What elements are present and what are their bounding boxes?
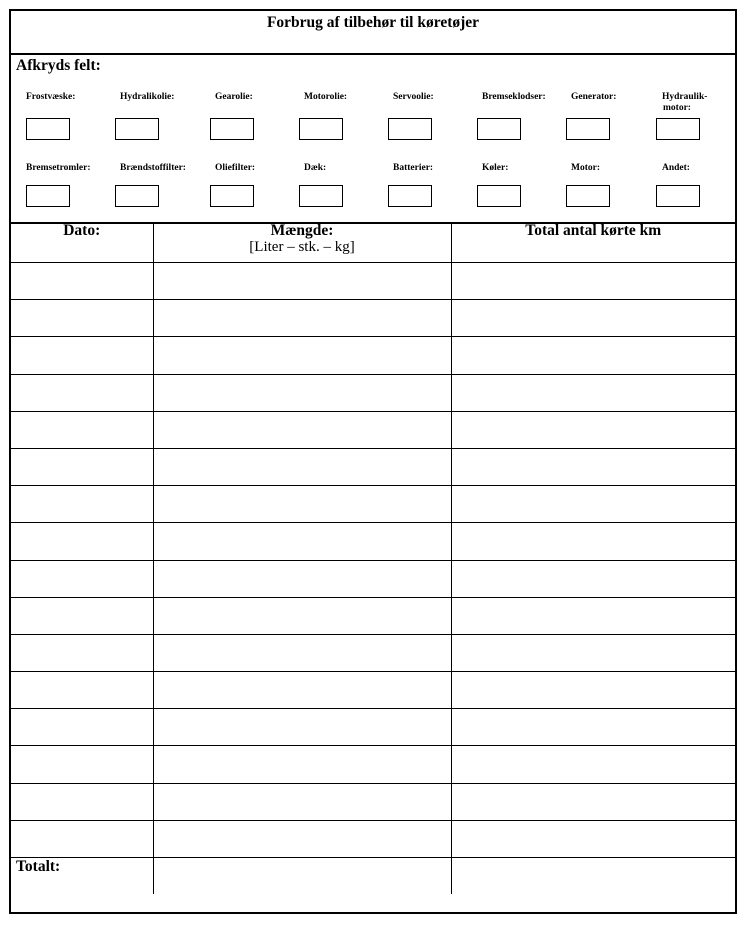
date-cell[interactable] <box>11 634 153 671</box>
table-row <box>11 486 735 523</box>
checkbox-label <box>304 163 326 174</box>
date-cell[interactable] <box>11 597 153 634</box>
km-cell[interactable] <box>451 634 735 671</box>
date-column-header <box>11 222 153 263</box>
km-cell[interactable] <box>451 374 735 411</box>
amount-unit-label: [Liter – stk. – kg] <box>249 239 355 255</box>
amount-cell[interactable] <box>153 820 451 857</box>
date-cell[interactable] <box>11 820 153 857</box>
checkbox-label <box>662 92 707 114</box>
table-row <box>11 448 735 485</box>
checkbox-field[interactable] <box>566 118 610 140</box>
checkbox-field[interactable] <box>26 185 70 207</box>
checkbox-label-text: Servoolie: <box>393 92 434 102</box>
checkbox-label-text: Andet: <box>662 163 690 173</box>
date-header-label: Dato: <box>63 222 101 239</box>
km-column-header <box>451 222 735 263</box>
consumption-form <box>9 9 737 914</box>
date-cell[interactable] <box>11 448 153 485</box>
table-row <box>11 820 735 857</box>
form-title: Forbrug af tilbehør til køretøjer <box>266 14 480 31</box>
amount-cell[interactable] <box>153 374 451 411</box>
checkbox-label-text: Oliefilter: <box>215 163 256 173</box>
checkbox-label <box>571 163 600 174</box>
checkbox-label-text: Generator: <box>571 92 617 102</box>
checkbox-field[interactable] <box>26 118 70 140</box>
km-cell[interactable] <box>451 820 735 857</box>
amount-cell[interactable] <box>153 523 451 560</box>
checkbox-label-text: Gearolie: <box>215 92 253 102</box>
checkbox-field[interactable] <box>477 118 521 140</box>
checkbox-field[interactable] <box>115 185 159 207</box>
checkbox-label-text: Batterier: <box>393 163 434 173</box>
checkbox-label-text: Frostvæske: <box>26 92 76 102</box>
amount-cell[interactable] <box>153 783 451 820</box>
date-cell[interactable] <box>11 263 153 300</box>
checkbox-label <box>26 163 91 174</box>
amount-header-label: Mængde: <box>270 222 334 239</box>
table-row <box>11 300 735 337</box>
total-label: Totalt: <box>16 858 61 875</box>
date-cell[interactable] <box>11 337 153 374</box>
km-cell[interactable] <box>451 709 735 746</box>
checkbox-label <box>482 163 508 174</box>
table-row <box>11 263 735 300</box>
km-cell[interactable] <box>451 560 735 597</box>
checkbox-label-text: Motorolie: <box>304 92 348 102</box>
checkbox-field[interactable] <box>477 185 521 207</box>
checkbox-label-text: Brændstoffilter: <box>120 163 186 173</box>
table-row <box>11 634 735 671</box>
checkbox-field[interactable] <box>566 185 610 207</box>
checkbox-field[interactable] <box>210 118 254 140</box>
checkbox-label <box>482 92 546 103</box>
checkbox-label <box>304 92 347 103</box>
checkbox-label <box>215 92 253 103</box>
checkbox-field[interactable] <box>299 185 343 207</box>
table-row <box>11 783 735 820</box>
checkbox-field[interactable] <box>656 185 700 207</box>
table-row <box>11 411 735 448</box>
checkbox-label <box>662 163 690 174</box>
checkbox-label <box>571 92 616 103</box>
total-label-cell <box>11 858 153 895</box>
amount-column-header <box>153 222 451 263</box>
amount-cell[interactable] <box>153 746 451 783</box>
km-header-label: Total antal kørte km <box>525 222 662 239</box>
date-cell[interactable] <box>11 486 153 523</box>
checkbox-field[interactable] <box>210 185 254 207</box>
checkbox-label <box>120 92 174 103</box>
km-cell[interactable] <box>451 448 735 485</box>
total-amount-cell[interactable] <box>153 858 451 895</box>
amount-cell[interactable] <box>153 560 451 597</box>
date-cell[interactable] <box>11 672 153 709</box>
km-cell[interactable] <box>451 337 735 374</box>
km-cell[interactable] <box>451 300 735 337</box>
table-row <box>11 337 735 374</box>
checkbox-label-text-line2: motor: <box>663 103 691 113</box>
consumption-log-table <box>11 222 735 894</box>
amount-cell[interactable] <box>153 672 451 709</box>
total-km-cell[interactable] <box>451 858 735 895</box>
km-cell[interactable] <box>451 672 735 709</box>
checkbox-section-heading: Afkryds felt: <box>16 57 101 74</box>
amount-cell[interactable] <box>153 337 451 374</box>
table-row <box>11 672 735 709</box>
km-cell[interactable] <box>451 597 735 634</box>
amount-cell[interactable] <box>153 634 451 671</box>
date-cell[interactable] <box>11 300 153 337</box>
table-row <box>11 374 735 411</box>
checkbox-field[interactable] <box>656 118 700 140</box>
checkbox-label-text: Dæk: <box>304 163 327 173</box>
checkbox-label <box>26 92 75 103</box>
date-cell[interactable] <box>11 523 153 560</box>
form-title-row <box>11 11 735 55</box>
date-cell[interactable] <box>11 709 153 746</box>
amount-cell[interactable] <box>153 411 451 448</box>
checkbox-label <box>215 163 255 174</box>
date-cell[interactable] <box>11 783 153 820</box>
km-cell[interactable] <box>451 486 735 523</box>
km-cell[interactable] <box>451 411 735 448</box>
total-row <box>11 858 735 895</box>
checkbox-label-text: Køler: <box>482 163 509 173</box>
table-row <box>11 709 735 746</box>
checkbox-field[interactable] <box>388 118 432 140</box>
date-cell[interactable] <box>11 374 153 411</box>
checkbox-section <box>11 53 735 224</box>
checkbox-field[interactable] <box>299 118 343 140</box>
checkbox-field[interactable] <box>388 185 432 207</box>
amount-cell[interactable] <box>153 300 451 337</box>
checkbox-label-text: Bremseklodser: <box>482 92 546 102</box>
amount-cell[interactable] <box>153 486 451 523</box>
date-cell[interactable] <box>11 746 153 783</box>
date-cell[interactable] <box>11 560 153 597</box>
amount-cell[interactable] <box>153 448 451 485</box>
checkbox-label <box>120 163 186 174</box>
table-row <box>11 560 735 597</box>
km-cell[interactable] <box>451 523 735 560</box>
amount-cell[interactable] <box>153 597 451 634</box>
checkbox-label <box>393 163 433 174</box>
km-cell[interactable] <box>451 746 735 783</box>
table-row <box>11 746 735 783</box>
table-header-row <box>11 222 735 263</box>
checkbox-label-text: Hydralikolie: <box>120 92 175 102</box>
checkbox-field[interactable] <box>115 118 159 140</box>
km-cell[interactable] <box>451 263 735 300</box>
checkbox-label <box>393 92 434 103</box>
table-row <box>11 597 735 634</box>
amount-cell[interactable] <box>153 709 451 746</box>
date-cell[interactable] <box>11 411 153 448</box>
checkbox-label-text: Hydraulik- <box>662 92 708 102</box>
table-row <box>11 523 735 560</box>
checkbox-label-text: Bremsetromler: <box>26 163 91 173</box>
checkbox-label-text: Motor: <box>571 163 601 173</box>
km-cell[interactable] <box>451 783 735 820</box>
amount-cell[interactable] <box>153 263 451 300</box>
